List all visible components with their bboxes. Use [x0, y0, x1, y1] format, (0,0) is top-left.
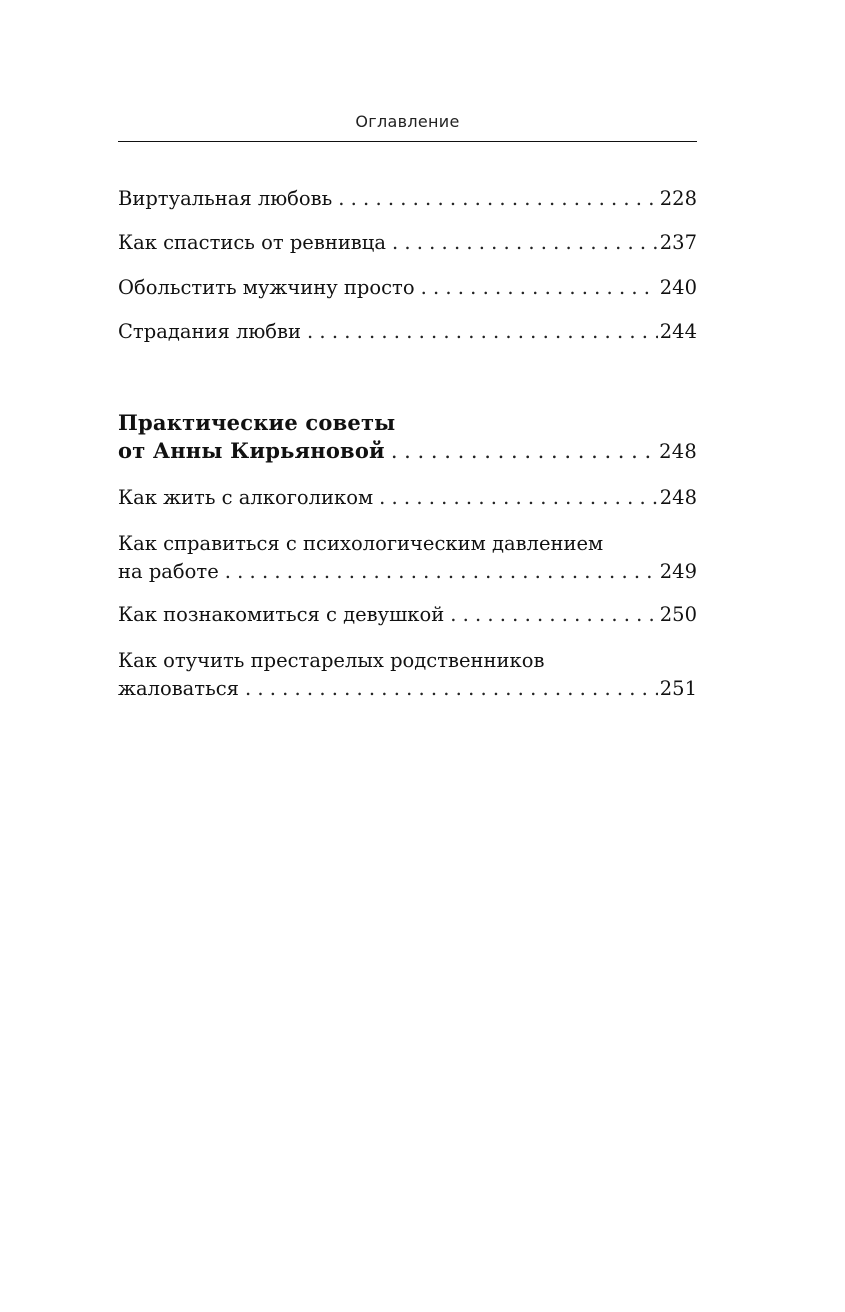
toc-entry-page: 228 [659, 187, 697, 210]
toc-entry-title-line2: жаловаться [118, 677, 239, 700]
toc-entry-title-line1: Как отучить престарелых родственников [118, 649, 545, 672]
dot-leader [392, 229, 658, 257]
toc-entry-title: Страдания любви [118, 320, 302, 343]
toc-entry-title-line2: на работе [118, 560, 219, 583]
toc-entry[interactable] [118, 318, 697, 346]
toc-section-page: 248 [659, 440, 697, 463]
dot-leader [421, 274, 658, 302]
toc-entry-page: 240 [659, 276, 697, 299]
toc-entry[interactable] [118, 647, 697, 703]
toc-entry-page: 249 [659, 560, 697, 583]
dot-leader [379, 484, 658, 512]
toc-section-heading[interactable] [118, 409, 697, 466]
dot-leader [450, 601, 658, 629]
toc-entry[interactable] [118, 530, 697, 586]
toc-entry[interactable] [118, 484, 697, 512]
dot-leader [225, 558, 658, 586]
toc-entry[interactable] [118, 185, 697, 213]
toc-entry-title: Как познакомиться с девушкой [118, 603, 445, 626]
header-rule [118, 141, 697, 142]
toc-entry-page: 244 [659, 320, 697, 343]
toc-section-title-line1: Практические советы [118, 410, 396, 435]
toc-entry-title: Как жить с алкоголиком [118, 486, 374, 509]
toc-entry-title: Как спастись от ревнивца [118, 231, 386, 254]
running-header: Оглавление [355, 112, 460, 131]
toc-entry-page: 251 [659, 677, 697, 700]
toc-entry-page: 237 [659, 231, 697, 254]
toc-entry-title: Виртуальная любовь [118, 187, 333, 210]
toc-entry[interactable] [118, 274, 697, 302]
dot-leader [391, 437, 657, 465]
toc-entry[interactable] [118, 229, 697, 257]
dot-leader [307, 318, 658, 346]
dot-leader [245, 675, 658, 703]
toc-entry-title-line1: Как справиться с психологическим давлением [118, 532, 604, 555]
dot-leader [338, 185, 658, 213]
toc-entry-page: 248 [659, 486, 697, 509]
toc-entry-title: Обольстить мужчину просто [118, 276, 415, 299]
toc-entry-page: 250 [659, 603, 697, 626]
toc-entry[interactable] [118, 601, 697, 629]
toc-section-title-line2: от Анны Кирьяновой [118, 438, 385, 463]
